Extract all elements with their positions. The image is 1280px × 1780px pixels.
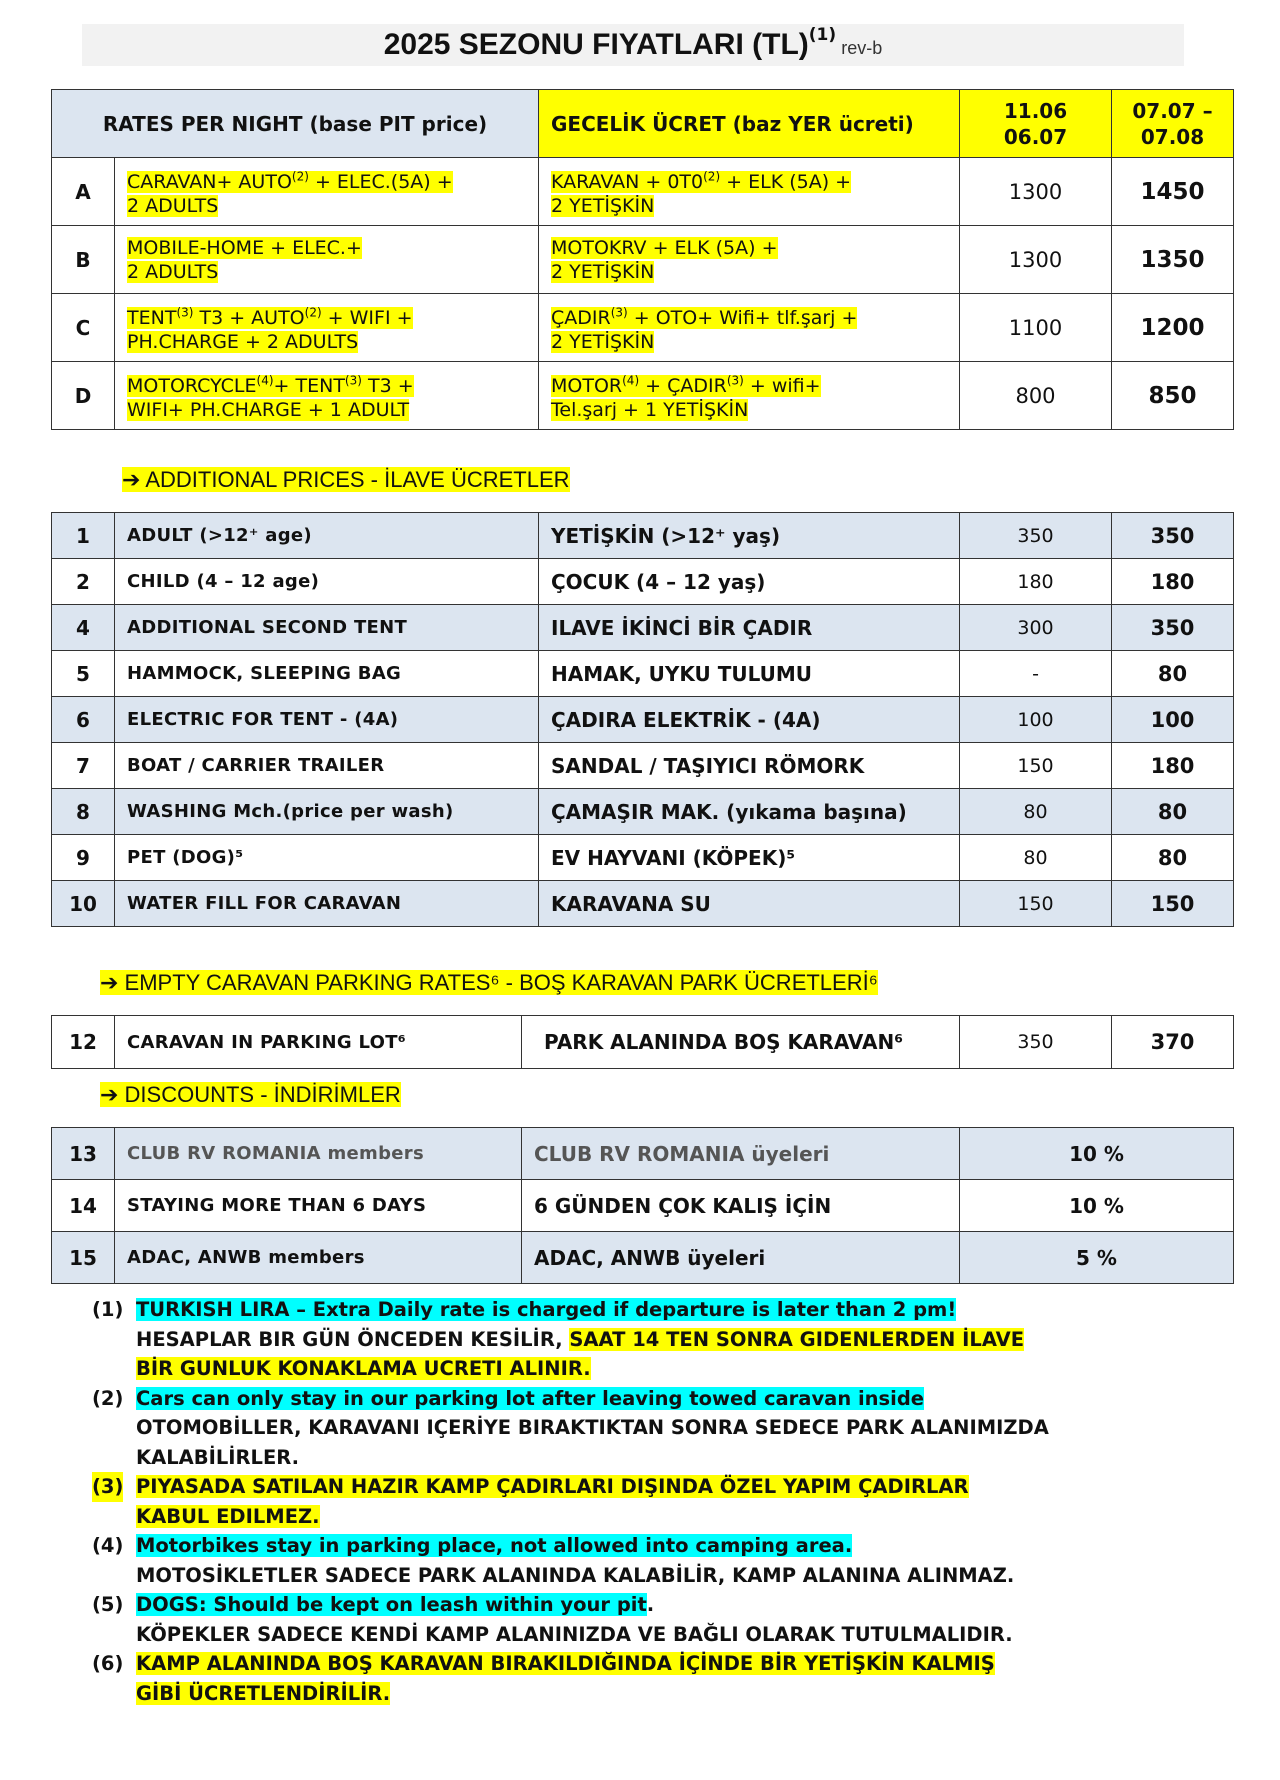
row-price-2: 80 — [1112, 789, 1234, 835]
footnote-5: (5) DOGS: Should be kept on leash within your pit. KÖPEKLER SADECE KENDİ KAMP ALANINIZDA VE BAĞLI OLARAK TUTULMALIDIR. — [92, 1593, 1013, 1646]
rate-row-a — [52, 158, 1234, 226]
discount-percent: 10 % — [960, 1180, 1234, 1232]
rate-desc-tr: MOTOKRV + ELK (5A) + 2 YETİŞKİN — [539, 226, 960, 294]
row-number: 1 — [52, 513, 115, 559]
row-number: 14 — [52, 1180, 115, 1232]
rate-code: B — [52, 226, 115, 294]
section-parking: ➔ EMPTY CARAVAN PARKING RATES⁶ - BOŞ KARAVAN PARK ÜCRETLERİ⁶ — [100, 970, 878, 995]
page-title-bar — [82, 24, 1184, 66]
rate-price-period-2: 1200 — [1112, 294, 1234, 362]
row-en: CLUB RV ROMANIA members — [115, 1128, 522, 1180]
rate-row-d — [52, 362, 1234, 430]
rate-desc-en: $MOTORCYCLE^{(4)}+$ $TENT^{(3)}$ T3 + WIFI+ PH.CHARGE + 1 ADULT — [115, 362, 539, 430]
row-number: 5 — [52, 651, 115, 697]
revision-label: rev-b — [841, 38, 883, 58]
row-en: HAMMOCK, SLEEPING BAG — [115, 651, 539, 697]
row-en: ADDITIONAL SECOND TENT — [115, 605, 539, 651]
extras-row — [52, 697, 1234, 743]
row-price-2: 180 — [1112, 559, 1234, 605]
rate-code: C — [52, 294, 115, 362]
rate-desc-tr: $MOTOR^{(4)}$ + $ÇADIR^{(3)}$ + wifi+ Tel.şarj + 1 YETİŞKİN — [539, 362, 960, 430]
row-tr: ÇOCUK (4 – 12 yaş) — [539, 559, 960, 605]
row-price-1: 150 — [960, 743, 1112, 789]
row-price-2: 150 — [1112, 881, 1234, 927]
row-number: 15 — [52, 1232, 115, 1284]
extras-row — [52, 651, 1234, 697]
discount-percent: 5 % — [960, 1232, 1234, 1284]
row-en: CHILD (4 – 12 age) — [115, 559, 539, 605]
rate-price-period-1: 800 — [960, 362, 1112, 430]
rate-price-period-2: 850 — [1112, 362, 1234, 430]
row-price-2: 350 — [1112, 513, 1234, 559]
rate-code: D — [52, 362, 115, 430]
page-title: 2025 SEZONU FIYATLARI (TL) — [383, 28, 809, 61]
row-number: 6 — [52, 697, 115, 743]
row-tr: ÇAMAŞIR MAK. (yıkama başına) — [539, 789, 960, 835]
discount-row — [52, 1128, 1234, 1180]
rate-code: A — [52, 158, 115, 226]
rate-row-b — [52, 226, 1234, 294]
footnote-3: (3) PIYASADA SATILAN HAZIR KAMP ÇADIRLARI DIŞINDA ÖZEL YAPIM ÇADIRLAR KABUL EDILMEZ. — [92, 1472, 1212, 1531]
extras-table — [51, 512, 1234, 927]
row-number: 4 — [52, 605, 115, 651]
row-price-1: 80 — [960, 789, 1112, 835]
discounts-table — [51, 1127, 1234, 1284]
extras-row — [52, 513, 1234, 559]
row-tr: KARAVANA SU — [539, 881, 960, 927]
footnote-2: (2) Cars can only stay in our parking lot after leaving towed caravan inside OTOMOBİLLER, KARAVANI IÇERİYE BIRAKTIKTAN SONRA SEDECE PARK ALANIMIZDA KALABİLİRLER. — [92, 1386, 1049, 1469]
discount-row — [52, 1232, 1234, 1284]
row-price-2: 370 — [1112, 1016, 1234, 1069]
row-price-2: 80 — [1112, 651, 1234, 697]
row-tr: ADAC, ANWB üyeleri — [522, 1232, 960, 1284]
row-price-2: 80 — [1112, 835, 1234, 881]
rate-price-period-1: 1100 — [960, 294, 1112, 362]
row-number: 9 — [52, 835, 115, 881]
rate-desc-en: TENT$^{(3)}$ $T3 + AUTO^{(2)}$ + WIFI + PH.CHARGE + 2 ADULTS — [115, 294, 539, 362]
row-tr: PARK ALANINDA BOŞ KARAVAN⁶ — [522, 1016, 960, 1069]
discount-row — [52, 1180, 1234, 1232]
section-additional-prices: ➔ ADDITIONAL PRICES - İLAVE ÜCRETLER — [122, 467, 570, 492]
row-tr: EV HAYVANI (KÖPEK)⁵ — [539, 835, 960, 881]
header-period-1: 11.06 06.07 — [960, 90, 1112, 158]
row-tr: CLUB RV ROMANIA üyeleri — [522, 1128, 960, 1180]
row-number: 7 — [52, 743, 115, 789]
row-en: WATER FILL FOR CARAVAN — [115, 881, 539, 927]
header-tr: GECELİK ÜCRET (baz YER ücreti) — [539, 90, 960, 158]
discount-percent: 10 % — [960, 1128, 1234, 1180]
row-price-2: 100 — [1112, 697, 1234, 743]
footnote-1: (1) TURKISH LIRA – Extra Daily rate is charged if departure is later than 2 pm! HESAPLAR BIR GÜN ÖNCEDEN KESİLİR, SAAT 14 TEN SONRA GIDENLERDEN İLAVE BİR GUNLUK KONAKLAMA UCRETI ALINIR. — [92, 1298, 1025, 1380]
extras-row — [52, 605, 1234, 651]
extras-row — [52, 559, 1234, 605]
row-price-2: 350 — [1112, 605, 1234, 651]
row-number: 10 — [52, 881, 115, 927]
row-en: ELECTRIC FOR TENT - (4A) — [115, 697, 539, 743]
extras-row — [52, 743, 1234, 789]
row-price-1: 100 — [960, 697, 1112, 743]
rate-row-c — [52, 294, 1234, 362]
footnotes — [92, 1295, 1212, 1708]
rate-price-period-1: 1300 — [960, 226, 1112, 294]
row-en: STAYING MORE THAN 6 DAYS — [115, 1180, 522, 1232]
row-price-1: 80 — [960, 835, 1112, 881]
rate-desc-en: MOBILE-HOME + ELEC.+ 2 ADULTS — [115, 226, 539, 294]
row-tr: ILAVE İKİNCİ BİR ÇADIR — [539, 605, 960, 651]
footnote-6: (6) KAMP ALANINDA BOŞ KARAVAN BIRAKILDIĞINDA İÇİNDE BİR YETİŞKİN KALMIŞ GİBİ ÜCRETLENDİRİLİR. — [92, 1652, 995, 1705]
rate-desc-tr: KARAVAN + $0T0^{(2)}$ + ELK (5A) + 2 YETİŞKİN — [539, 158, 960, 226]
row-number: 13 — [52, 1128, 115, 1180]
row-tr: HAMAK, UYKU TULUMU — [539, 651, 960, 697]
row-number: 12 — [52, 1016, 115, 1069]
row-price-1: 150 — [960, 881, 1112, 927]
row-en: CARAVAN IN PARKING LOT⁶ — [115, 1016, 522, 1069]
row-number: 2 — [52, 559, 115, 605]
parking-row — [52, 1016, 1234, 1069]
extras-row — [52, 881, 1234, 927]
rate-desc-en: CARAVAN+ $AUTO^{(2)}$ + ELEC.(5A) + 2 ADULTS — [115, 158, 539, 226]
row-en: BOAT / CARRIER TRAILER — [115, 743, 539, 789]
parking-table — [51, 1015, 1234, 1069]
row-en: ADULT (>12⁺ age) — [115, 513, 539, 559]
rates-header-row — [52, 90, 1234, 158]
row-tr: ÇADIRA ELEKTRİK - (4A) — [539, 697, 960, 743]
row-number: 8 — [52, 789, 115, 835]
rate-price-period-2: 1450 — [1112, 158, 1234, 226]
row-price-1: 300 — [960, 605, 1112, 651]
rate-price-period-2: 1350 — [1112, 226, 1234, 294]
row-tr: SANDAL / TAŞIYICI RÖMORK — [539, 743, 960, 789]
row-price-2: 180 — [1112, 743, 1234, 789]
rate-desc-tr: $ÇADIR^{(3)} + OTO+$ Wifi+ tlf.şarj + 2 YETİŞKİN — [539, 294, 960, 362]
footnote-4: (4) Motorbikes stay in parking place, not allowed into camping area. MOTOSİKLETLER SADECE PARK ALANINDA KALABİLİR, KAMP ALANINA ALINMAZ. — [92, 1534, 1015, 1587]
row-tr: YETİŞKİN (>12⁺ yaş) — [539, 513, 960, 559]
title-footnote-ref: (1) — [808, 25, 837, 45]
rate-price-period-1: 1300 — [960, 158, 1112, 226]
row-price-1: 180 — [960, 559, 1112, 605]
row-price-1: 350 — [960, 1016, 1112, 1069]
extras-row — [52, 835, 1234, 881]
extras-row — [52, 789, 1234, 835]
row-tr: 6 GÜNDEN ÇOK KALIŞ İÇİN — [522, 1180, 960, 1232]
row-en: PET (DOG)⁵ — [115, 835, 539, 881]
row-price-1: - — [960, 651, 1112, 697]
row-price-1: 350 — [960, 513, 1112, 559]
row-en: ADAC, ANWB members — [115, 1232, 522, 1284]
section-discounts: ➔ DISCOUNTS - İNDİRİMLER — [100, 1082, 401, 1107]
header-en: RATES PER NIGHT (base PIT price) — [52, 90, 539, 158]
rates-table — [51, 89, 1234, 430]
row-en: WASHING Mch.(price per wash) — [115, 789, 539, 835]
header-period-2: 07.07 – 07.08 — [1112, 90, 1234, 158]
